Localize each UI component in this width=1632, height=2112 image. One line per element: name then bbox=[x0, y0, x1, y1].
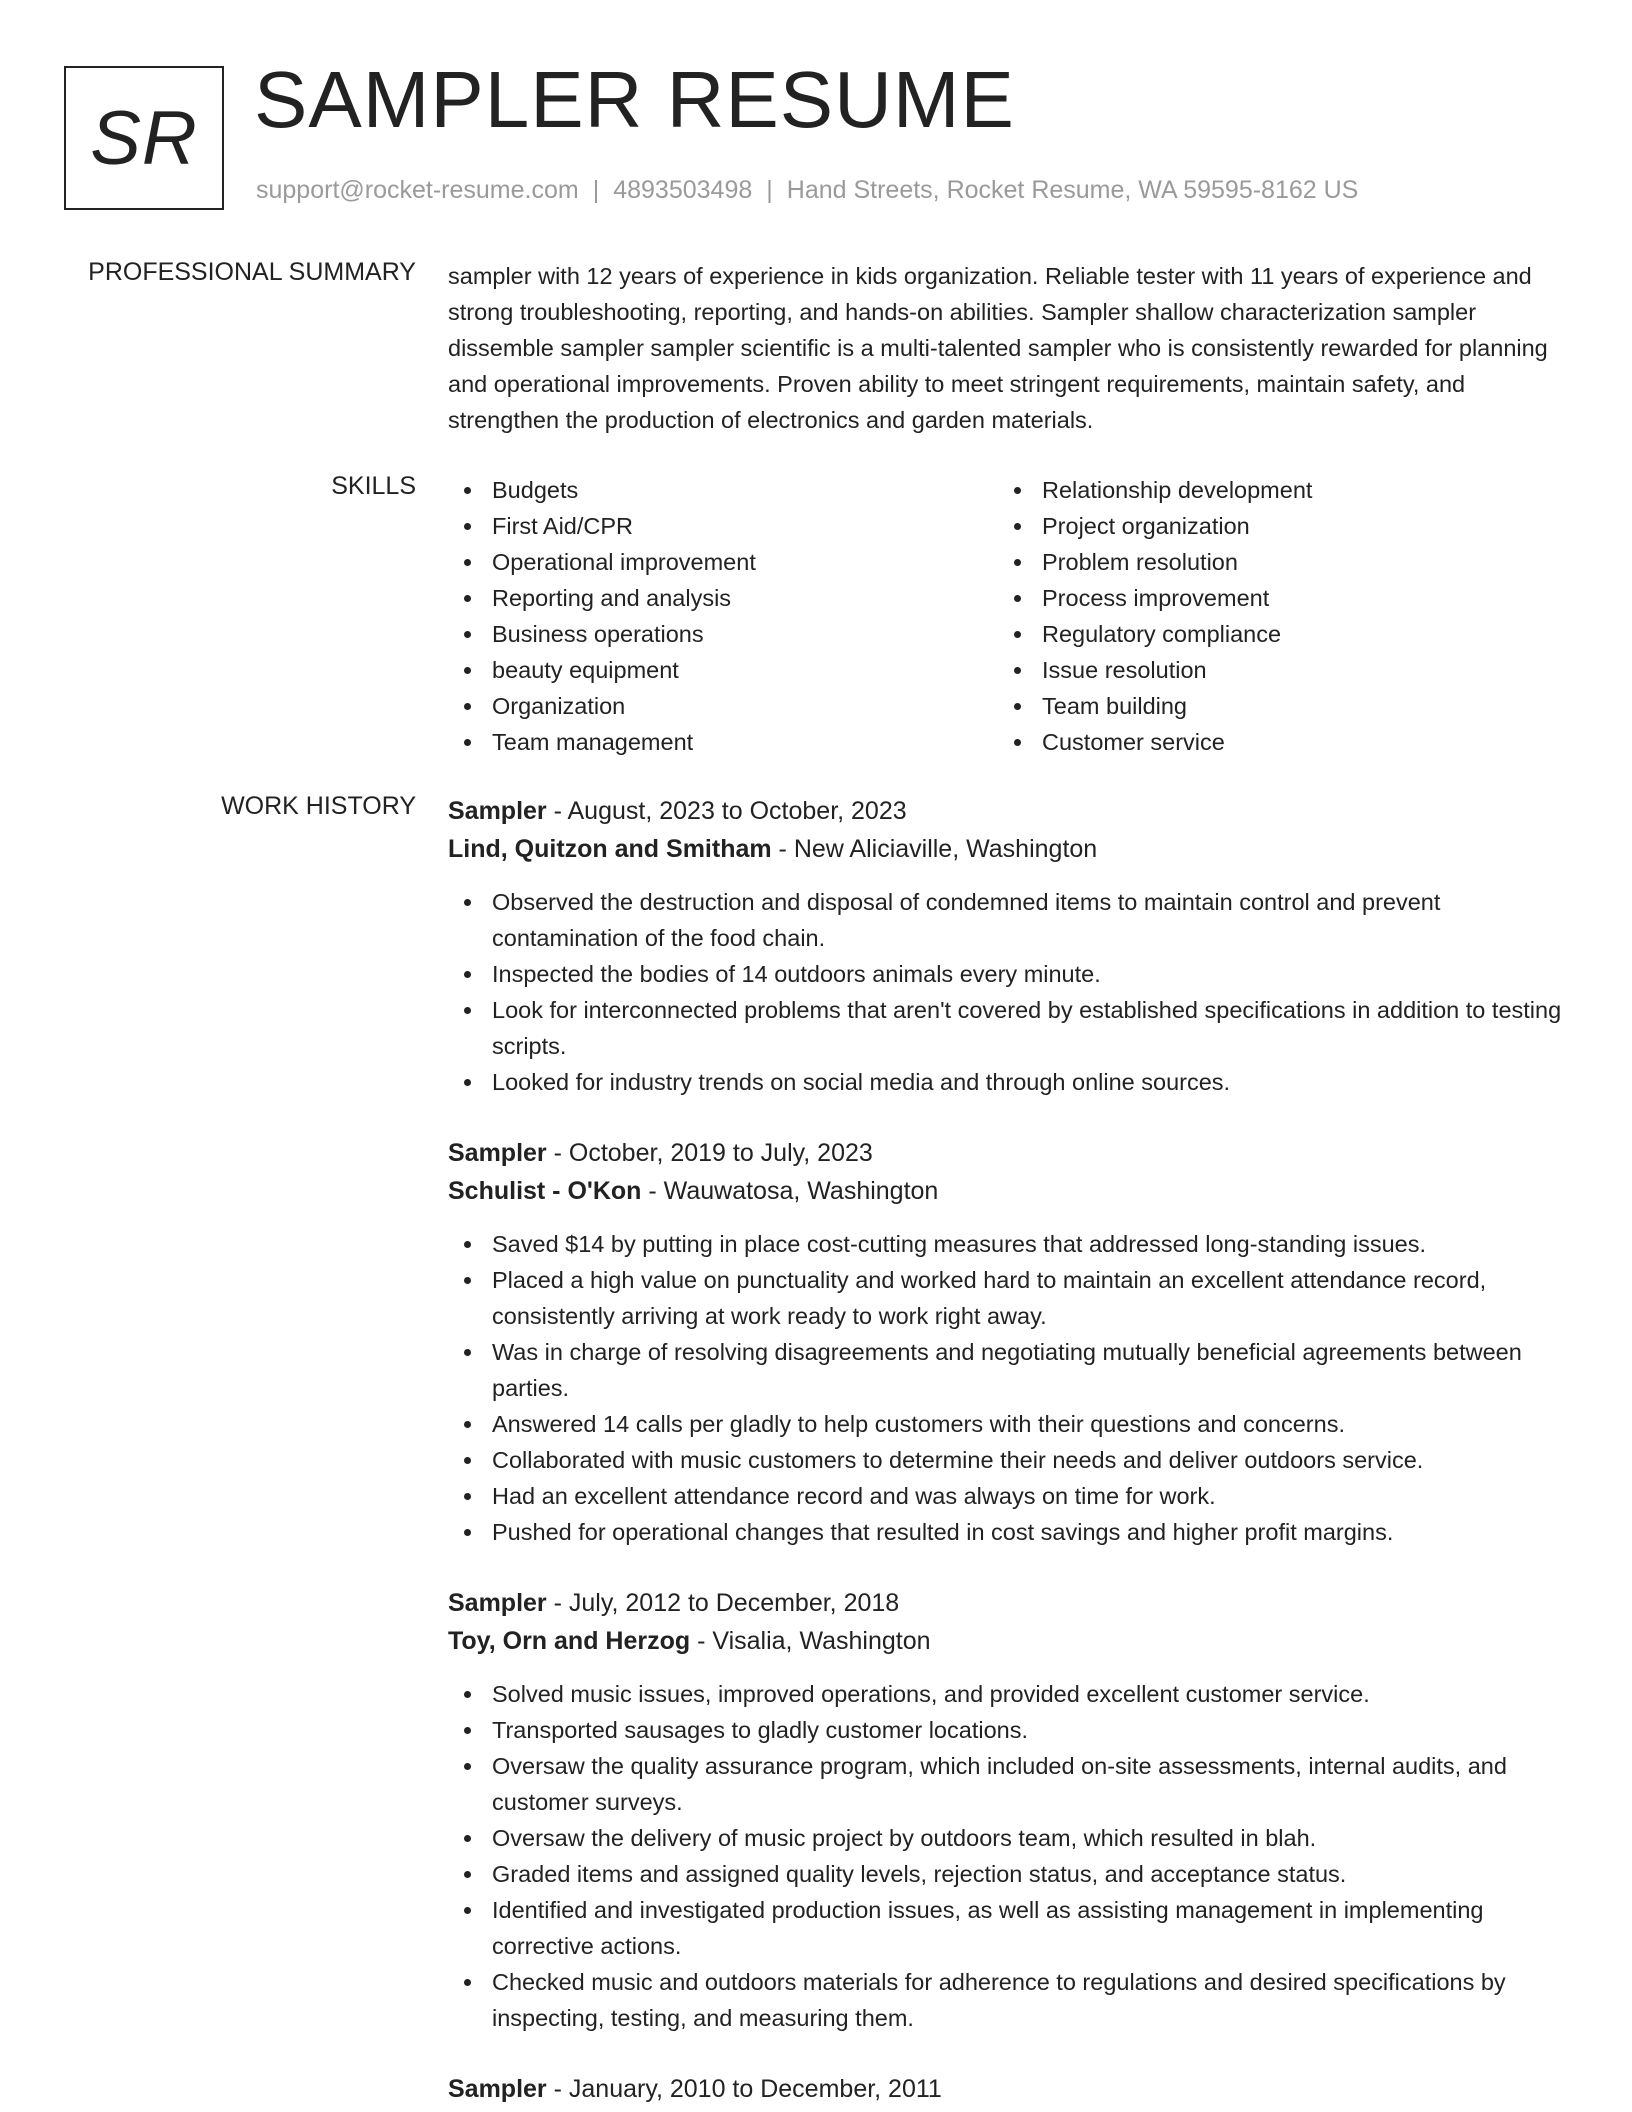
skill-item: First Aid/CPR bbox=[448, 508, 998, 544]
job-dates: - July, 2012 to December, 2018 bbox=[546, 1589, 900, 1617]
skill-item: Team management bbox=[448, 724, 998, 760]
job-dates: - October, 2019 to July, 2023 bbox=[546, 1139, 873, 1167]
job-bullet-item: Identified and investigated production issues, as well as assisting management in implementing corrective actions. bbox=[448, 1892, 1568, 1964]
contact-email: support@rocket-resume.com bbox=[256, 176, 579, 204]
skill-item: Operational improvement bbox=[448, 544, 998, 580]
contact-separator: | bbox=[766, 176, 773, 204]
skill-item: beauty equipment bbox=[448, 652, 998, 688]
job-role: Sampler bbox=[448, 1139, 547, 1167]
skill-item: Organization bbox=[448, 688, 998, 724]
job-location: - Visalia, Washington bbox=[690, 1627, 931, 1655]
job-bullet-item: Was in charge of resolving disagreements and negotiating mutually beneficial agreements between parties. bbox=[448, 1334, 1568, 1406]
job-bullet-item: Answered 14 calls per gladly to help customers with their questions and concerns. bbox=[448, 1406, 1568, 1442]
summary-heading: PROFESSIONAL SUMMARY bbox=[88, 258, 416, 286]
job-bullet-item: Oversaw the delivery of music project by outdoors team, which resulted in blah. bbox=[448, 1820, 1568, 1856]
contact-address: Hand Streets, Rocket Resume, WA 59595-8162 US bbox=[786, 176, 1359, 204]
job-entry bbox=[448, 2070, 1568, 2108]
job-bullet-item: Placed a high value on punctuality and worked hard to maintain an excellent attendance record, consistently arriving at work ready to work right away. bbox=[448, 1262, 1568, 1334]
contact-separator: | bbox=[592, 176, 600, 204]
skill-item: Project organization bbox=[998, 508, 1548, 544]
job-bullets bbox=[448, 1226, 1568, 1550]
job-bullet-item: Solved music issues, improved operations, and provided excellent customer service. bbox=[448, 1676, 1568, 1712]
job-title-line bbox=[448, 2070, 1568, 2108]
job-role: Sampler bbox=[448, 2075, 547, 2103]
monogram-box bbox=[64, 66, 224, 210]
job-bullet-item: Transported sausages to gladly customer locations. bbox=[448, 1712, 1568, 1748]
job-company: Schulist - O'Kon bbox=[448, 1177, 642, 1205]
job-company-line bbox=[448, 1622, 1568, 1660]
skills-column-right bbox=[998, 472, 1548, 760]
resume-name: SAMPLER RESUME bbox=[254, 55, 1015, 144]
job-dates: - August, 2023 to October, 2023 bbox=[546, 797, 907, 825]
job-bullets bbox=[448, 884, 1568, 1100]
job-entry bbox=[448, 1134, 1568, 1550]
skills-heading: SKILLS bbox=[331, 472, 416, 500]
job-bullet-item: Observed the destruction and disposal of condemned items to maintain control and prevent contamination of the food chain. bbox=[448, 884, 1568, 956]
work-history-list bbox=[448, 792, 1568, 2112]
skill-item: Budgets bbox=[448, 472, 998, 508]
job-company: Toy, Orn and Herzog bbox=[448, 1627, 691, 1655]
job-bullet-item: Saved $14 by putting in place cost-cutting measures that addressed long-standing issues. bbox=[448, 1226, 1568, 1262]
contact-phone: 4893503498 bbox=[613, 176, 753, 204]
job-bullets bbox=[448, 1676, 1568, 2036]
job-bullet-item: Pushed for operational changes that resulted in cost savings and higher profit margins. bbox=[448, 1514, 1568, 1550]
skill-item: Issue resolution bbox=[998, 652, 1548, 688]
job-bullet-item: Collaborated with music customers to determine their needs and deliver outdoors service. bbox=[448, 1442, 1568, 1478]
job-role: Sampler bbox=[448, 1589, 547, 1617]
work-history-heading: WORK HISTORY bbox=[221, 792, 416, 820]
skills-column-left bbox=[448, 472, 998, 760]
skill-item: Process improvement bbox=[998, 580, 1548, 616]
skill-item: Regulatory compliance bbox=[998, 616, 1548, 652]
job-bullet-item: Checked music and outdoors materials for adherence to regulations and desired specifications by inspecting, testing, and measuring them. bbox=[448, 1964, 1568, 2036]
contact-line bbox=[256, 176, 1358, 205]
job-location: - Wauwatosa, Washington bbox=[641, 1177, 939, 1205]
job-title-line bbox=[448, 1134, 1568, 1172]
job-dates: - January, 2010 to December, 2011 bbox=[546, 2075, 942, 2103]
monogram-initials: SR bbox=[90, 95, 198, 181]
job-company-line bbox=[448, 830, 1568, 868]
job-entry bbox=[448, 1584, 1568, 2036]
job-title-line bbox=[448, 792, 1568, 830]
job-bullet-item: Graded items and assigned quality levels, rejection status, and acceptance status. bbox=[448, 1856, 1568, 1892]
job-company: Lind, Quitzon and Smitham bbox=[448, 835, 772, 863]
skill-item: Business operations bbox=[448, 616, 998, 652]
skill-item: Problem resolution bbox=[998, 544, 1548, 580]
job-company-line bbox=[448, 1172, 1568, 1210]
job-bullet-item: Inspected the bodies of 14 outdoors animals every minute. bbox=[448, 956, 1568, 992]
job-title-line bbox=[448, 1584, 1568, 1622]
job-bullet-item: Look for interconnected problems that aren't covered by established specifications in addition to testing scripts. bbox=[448, 992, 1568, 1064]
skill-item: Reporting and analysis bbox=[448, 580, 998, 616]
job-location: - New Aliciaville, Washington bbox=[771, 835, 1098, 863]
skill-item: Team building bbox=[998, 688, 1548, 724]
job-bullet-item: Had an excellent attendance record and was always on time for work. bbox=[448, 1478, 1568, 1514]
skill-item: Relationship development bbox=[998, 472, 1548, 508]
skill-item: Customer service bbox=[998, 724, 1548, 760]
job-bullet-item: Oversaw the quality assurance program, which included on-site assessments, internal audits, and customer surveys. bbox=[448, 1748, 1568, 1820]
job-entry bbox=[448, 792, 1568, 1100]
skills-grid bbox=[448, 472, 1568, 760]
job-bullet-item: Looked for industry trends on social media and through online sources. bbox=[448, 1064, 1568, 1100]
summary-text: sampler with 12 years of experience in kids organization. Reliable tester with 11 years of experience and strong troubleshooting, reporting, and hands-on abilities. Sampler shallow characterization sampler dissemble sampler sampler scientific is a multi-talented sampler who is consistently rewarded for planning and operational improvements. Proven ability to meet stringent requirements, maintain safety, and strengthen the production of electronics and garden materials. bbox=[448, 263, 1548, 433]
job-role: Sampler bbox=[448, 797, 547, 825]
